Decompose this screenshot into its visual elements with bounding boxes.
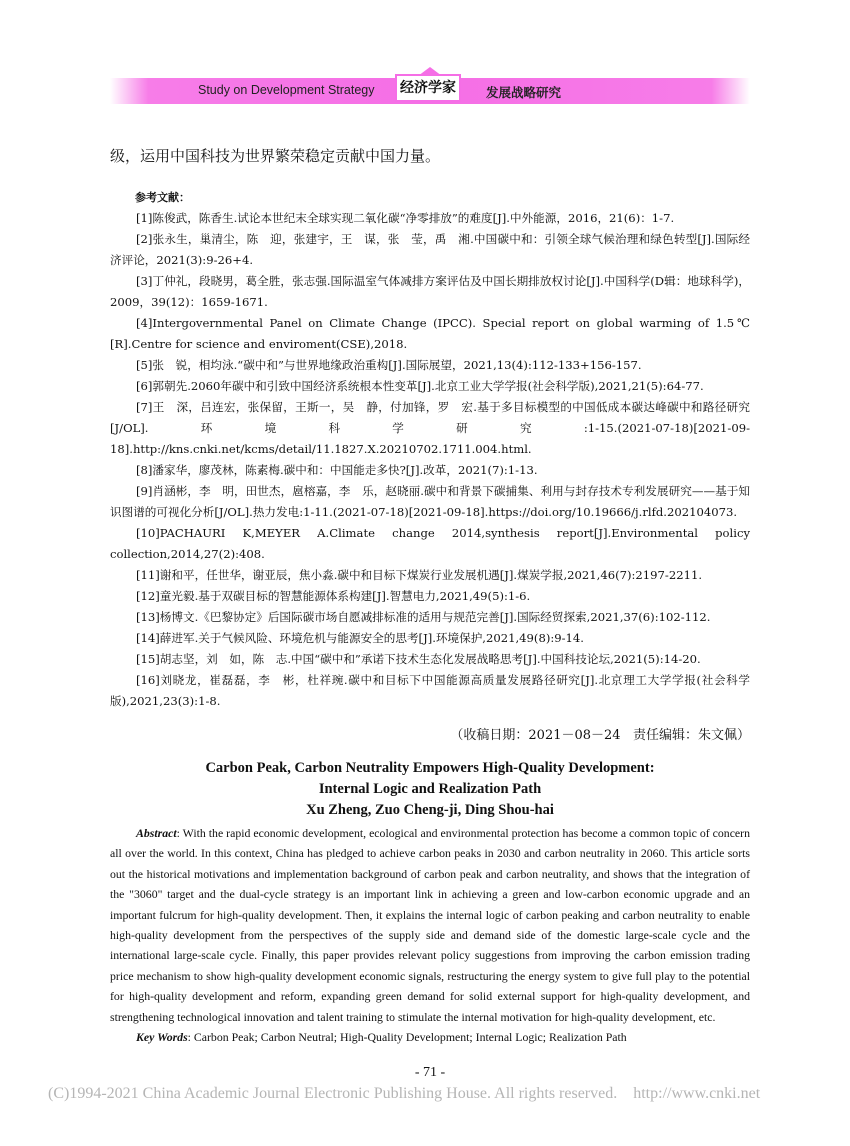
- reference-item: [11]谢和平，任世华，谢亚辰，焦小淼.碳中和目标下煤炭行业发展机遇[J].煤炭学报,2021,46(7):2197-2211.: [136, 568, 703, 582]
- reference-item: [15]胡志坚，刘 如，陈 志.中国“碳中和”承诺下技术生态化发展战略思考[J].中国科技论坛,2021(5):14-20.: [136, 652, 701, 666]
- abstract-label: Abstract: [136, 826, 177, 840]
- header-english: Study on Development Strategy: [198, 83, 375, 97]
- reference-item: [14]薛进军.关于气候风险、环境危机与能源安全的思考[J].环境保护,2021,49(8):9-14.: [136, 631, 584, 645]
- references-title: 参考文献：: [135, 191, 190, 204]
- keywords: [110, 1027, 750, 1047]
- copyright-watermark: (C)1994-2021 China Academic Journal Electronic Publishing House. All rights reserved. http://www.cnki.net: [48, 1085, 761, 1103]
- english-authors: Xu Zheng, Zuo Cheng-ji, Ding Shou-hai: [306, 802, 554, 818]
- keywords-text: : Carbon Peak; Carbon Neutral; High-Quality Development; Internal Logic; Realization Path: [187, 1030, 627, 1045]
- english-title-line2: Internal Logic and Realization Path: [318, 781, 542, 797]
- received-date: （收稿日期：2021－08－24: [450, 728, 621, 743]
- reference-item: [13]杨博文.《巴黎协定》后国际碳市场自愿减排标准的适用与规范完善[J].国际经贸探索,2021,37(6):102-112.: [136, 610, 711, 624]
- page-number: - 71 -: [414, 1065, 446, 1081]
- reference-item: [16]刘晓龙，崔磊磊，李 彬，杜祥琬.碳中和目标下中国能源高质量发展路径研究[J].北京理工大学学报(社会科学版),2021,23(3):1-8.: [110, 673, 750, 708]
- english-title-line1: Carbon Peak, Carbon Neutrality Empowers High-Quality Development:: [205, 760, 655, 776]
- references-section: [110, 187, 750, 712]
- page-body: [48, 0, 761, 1125]
- reference-item: [2]张永生，巢清尘，陈 迎，张建宇，王 谋，张 莹，禹 湘.中国碳中和：引领全球气候治理和绿色转型[J].国际经济评论，2021(3):9-26+4.: [110, 232, 750, 267]
- reference-item: [7]王 深，吕连宏，张保留，王斯一，吴 静，付加锋，罗 宏.基于多目标模型的中国低成本碳达峰碳中和路径研究[J/OL].环境科学研究:1-15.(2021-07-18)[2021-09-18].http://kns.cnki.net/kcms/detail/11.1827.X.20210702.1711.004.html.: [110, 400, 750, 456]
- body-text-ending: 级，运用中国科技为世界繁荣稳定贡献中国力量。: [110, 147, 441, 165]
- reference-item: [3]丁仲礼，段晓男，葛全胜，张志强.国际温室气体减排方案评估及中国长期排放权讨论[J].中国科学(D辑：地球科学)，2009，39(12)：1659-1671.: [110, 274, 750, 309]
- received-info: [110, 726, 750, 746]
- journal-logo: 经济学家: [395, 74, 461, 102]
- responsible-editor: 责任编辑：朱文佩）: [632, 728, 750, 743]
- reference-item: [1]陈俊武，陈香生.试论本世纪末全球实现二氧化碳“净零排放”的难度[J].中外能源，2016，21(6)：1-7.: [136, 211, 675, 225]
- header-chinese: 发展战略研究: [486, 85, 562, 100]
- abstract-text: : With the rapid economic development, ecological and environmental protection has become a common topic of concern all over the world. In this context, China has pledged to achieve carbon peaks in 2030 and carbon neutrality in 2060. This article sorts out the historical motivations and implementation background of carbon peak and carbon neutrality, and shows that the integration of the "3060" target and the dual-cycle strategy is an important link in achieving a green and low-carbon economic upgrade and an important fulcrum for high-quality development. Then, it explains the internal logic of carbon peaking and carbon neutrality to enable high-quality development from the perspectives of the supply side and demand side of the domestic large-scale cycle and the international large-scale cycle. Finally, this paper provides relevant policy suggestions from improving the carbon emission trading price mechanism to show high-quality development economic signals, restructuring the energy system to give full play to the potential for high-quality development and reform, expanding green demand for solid external support for high-quality development, and strengthening technological innovation and talent training to stimulate the internal motivation for high-quality development, etc.: [110, 826, 750, 1024]
- reference-item: [4]Intergovernmental Panel on Climate Change (IPCC). Special report on global warming of 1.5℃[R].Centre for science and enviroment(CSE),2018.: [110, 316, 750, 351]
- reference-list: [110, 208, 750, 712]
- reference-item: [10]PACHAURI K,MEYER A.Climate change 2014,synthesis report[J].Environmental policy collection,2014,27(2):408.: [110, 526, 750, 561]
- reference-item: [5]张 锐，相均泳.“碳中和”与世界地缘政治重构[J].国际展望，2021,13(4):112-133+156-157.: [136, 358, 642, 372]
- english-abstract: [110, 823, 750, 1027]
- reference-item: [6]郭朝先.2060年碳中和引致中国经济系统根本性变革[J].北京工业大学学报(社会科学版),2021,21(5):64-77.: [136, 379, 704, 393]
- keywords-label: Key Words: [136, 1030, 188, 1045]
- reference-item: [12]童光毅.基于双碳目标的智慧能源体系构建[J].智慧电力,2021,49(5):1-6.: [136, 589, 531, 603]
- reference-item: [8]潘家华，廖茂林，陈素梅.碳中和：中国能走多快?[J].改革，2021(7):1-13.: [136, 463, 538, 477]
- reference-item: [9]肖涵彬，李 明，田世杰，扈榕嘉，李 乐，赵晓丽.碳中和背景下碳捕集、利用与封存技术专利发展研究——基于知识图谱的可视化分析[J/OL].热力发电:1-11.(2021-07-18)[2021-09-18].https://doi.org/10.19666/j.rlfd.202104073.: [110, 484, 750, 519]
